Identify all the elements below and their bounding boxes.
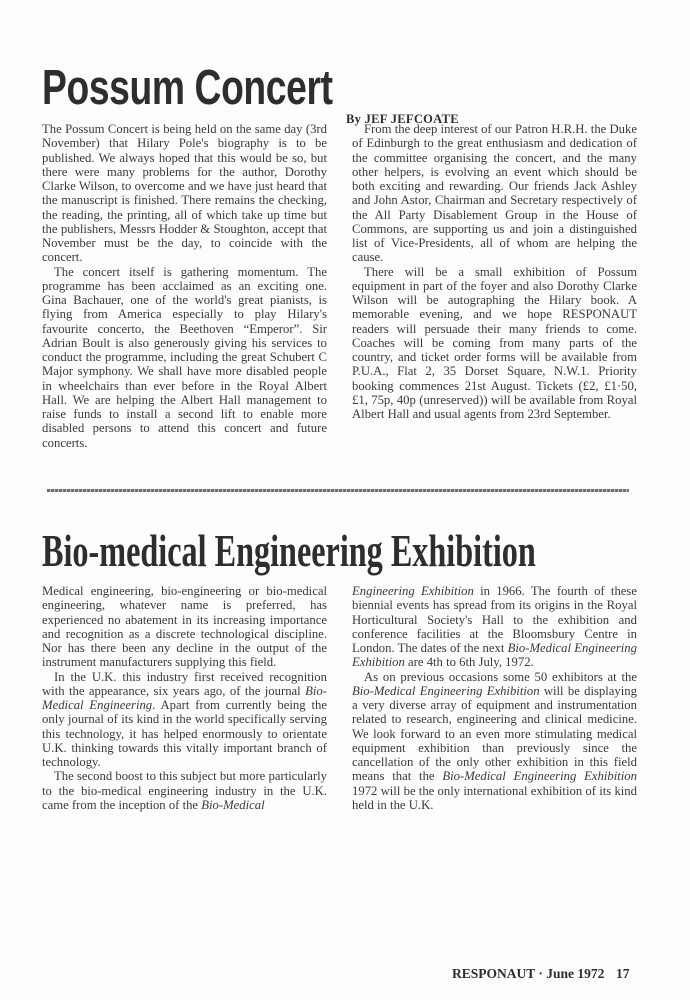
italic-title-text: Bio-Medical Engineering Exhibition [442,769,637,784]
body-text: From the deep interest of our Patron H.R.H. the Duke of Edinburgh to the great enthusiasm and dedication of the committee organising the concert, and the many other helpers, is evolving an event which should be both exciting and rewarding. Our friends Jack Ashley and John Astor, Chairman and Secretary respectively of the All Party Disablement Group in the House of Commons, are supporting us and join a distinguished list of Vice-Presidents, all of whom are helping the cause. [352,122,637,265]
body-text: are 4th to 6th July, 1972. [404,655,534,670]
paragraph [352,265,637,422]
article-title-bio-medical: Bio-medical Engineering Exhibition [42,525,536,576]
italic-title-text: Bio-Medical Engineering Exhibition [352,683,540,698]
page-number: 17 [616,966,630,981]
italic-title-text: Bio-Medical Engineering Exhibition [352,641,637,670]
paragraph [42,122,327,265]
biomedical-left-column [42,584,327,812]
italic-title-text: Bio-Medical Engineering [42,683,327,712]
paragraph [42,584,327,670]
paragraph [352,122,637,265]
body-text: Medical engineering, bio-engineering or bio-medical engineering, whatever name is preferred, has experienced no abatement in its increasing importance and recognition as a discrete technological discipline. Nor has there been any decline in the output of the instrument manufacturers supplying this field. [42,584,327,670]
paragraph [352,670,637,813]
article-title-possum-concert: Possum Concert [42,61,333,115]
body-text: The second boost to this subject but more particularly to the bio-medical engineering industry in the U.K. came from the inception of the [42,769,327,812]
section-divider [47,489,629,492]
paragraph [352,584,637,670]
body-text: The Possum Concert is being held on the same day (3rd November) that Hilary Pole's biography is to be published. We always hoped that this would be so, but there were many problems for the author, Dorothy Clarke Wilson, to overcome and we have just heard that the manuscript is finished. There remains the checking, the reading, the printing, all of which take up time but the publishers, Messrs Hodder & Stoughton, accept that November must be the day, to coincide with the concert. [42,122,327,265]
biomedical-right-column [352,584,637,812]
possum-right-column [352,122,637,421]
possum-left-column [42,122,327,450]
paragraph [42,265,327,450]
paragraph [42,670,327,770]
body-text: In the U.K. this industry first received recognition with the appearance, six years ago, of the journal [42,669,327,698]
body-text: 1972 will be the only international exhibition of its kind held in the U.K. [352,783,637,812]
italic-title-text: Engineering Exhibition [352,584,474,598]
italic-title-text: Bio-Medical [201,797,265,812]
body-text: The concert itself is gathering momentum. The programme has been acclaimed as an exciting one. Gina Bachauer, one of the world's great pianists, is flying from America especially to play Hilary's favourite concerto, the Beethoven “Emperor”. Sir Adrian Boult is also generously giving his services to conduct the programme, including the great Schubert C Major symphony. We shall have more disabled people in wheelchairs than ever before in the Royal Albert Hall. We are helping the Albert Hall management to raise funds to install a second lift to enable more disabled persons to attend this concert and future concerts. [42,264,327,450]
article-byline: By JEF JEFCOATE [346,112,459,126]
body-text: As on previous occasions some 50 exhibitors at the [364,669,637,684]
body-text: will be displaying a very diverse array of equipment and instrumentation related to research, engineering and clinical medicine. We look forward to an even more stimulating medical equipment exhibition than previously since the cancellation of the only other exhibition in this field means that the [352,683,637,784]
body-text: There will be a small exhibition of Possum equipment in part of the foyer and also Dorothy Clarke Wilson will be autographing the Hilary book. A memorable evening, and we hope RESPONAUT readers will persuade their many friends to come. Coaches will be coming from many parts of the country, and ticket order forms will be available from P.U.A., Flat 2, 35 Dorset Square, N.W.1. Priority booking commences 21st August. Tickets (£2, £1·50, £1, 75p, 40p (unreserved)) will be available from Royal Albert Hall and usual agents from 23rd September. [352,264,637,421]
paragraph [42,769,327,812]
body-text: in 1966. The fourth of these biennial events has spread from its origins in the Royal Horticultural Society's Hall to the exhibition and conference facilities at the Bloomsbury Centre in London. The dates of the next [352,584,637,655]
body-text: . Apart from currently being the only journal of its kind in the world specifically serving this technology, it has helped enormously to orientate U.K. thinking towards this vitally important branch of technology. [42,698,327,769]
running-footer: RESPONAUT · June 1972 [452,966,605,981]
